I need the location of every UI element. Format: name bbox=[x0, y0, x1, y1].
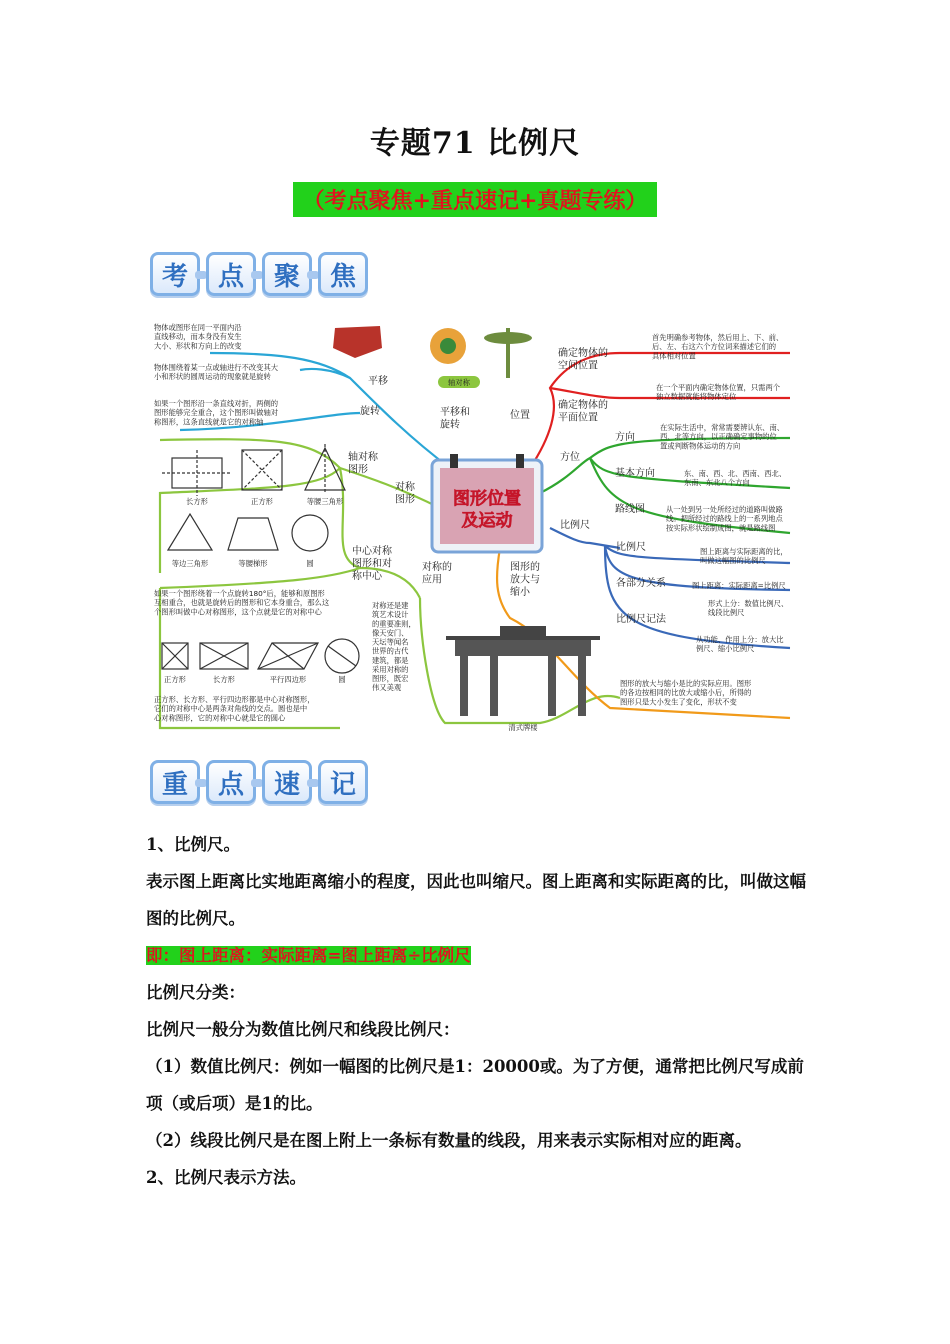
svg-text:平行四边形: 平行四边形 bbox=[269, 675, 307, 684]
heading-tile: 记 bbox=[318, 760, 368, 804]
node-dir: 方向 bbox=[615, 432, 635, 443]
node-basic-direction: 基本方向 bbox=[615, 468, 655, 479]
node-translate: 平移 bbox=[368, 376, 388, 387]
svg-text:图上距离与实际距离的比，叫做这幅图的比例尺: 图上距离与实际距离的比，叫做这幅图的比例尺 bbox=[700, 547, 788, 566]
axis-symmetry-label: 轴对称 bbox=[448, 378, 470, 387]
svg-text:在一个平面内确定物体位置，只需两个独立数据就能将物体定位: 在一个平面内确定物体位置，只需两个独立数据就能将物体定位 bbox=[656, 383, 781, 402]
node-route: 路线图 bbox=[615, 504, 645, 515]
svg-text:正方形、长方形、平行四边形都是中心对称图形，它们的对称中心是: 正方形、长方形、平行四边形都是中心对称图形，它们的对称中心是两条对角线的交点。圆也是中心对称图形，它的对称中心就是它的圆心 bbox=[154, 695, 315, 723]
svg-text:等腰梯形: 等腰梯形 bbox=[238, 559, 268, 568]
node-scale-sub: 比例尺 bbox=[616, 542, 646, 553]
svg-text:形式上分：数值比例尺、线段比例尺: 形式上分：数值比例尺、线段比例尺 bbox=[708, 599, 789, 618]
svg-text:首先明确参考物体，然后用上、下、前、后、左、右这六个方位词来: 首先明确参考物体，然后用上、下、前、后、左、右这六个方位词来描述它们的具体相对位置 bbox=[652, 333, 784, 361]
center-shapes bbox=[162, 639, 359, 673]
node-plane-position: 确定物体的平面位置 bbox=[558, 400, 608, 424]
node-symmetry-application: 对称的应用 bbox=[422, 562, 452, 586]
svg-text:正方形: 正方形 bbox=[251, 497, 273, 506]
svg-text:物体或图形在同一平面内沿直线移动，而本身没有发生大小、形状和: 物体或图形在同一平面内沿直线移动，而本身没有发生大小、形状和方向上的改变 bbox=[154, 323, 242, 351]
heading-tile: 重 bbox=[150, 760, 200, 804]
svg-text:在实际生活中，常常需要辨认东、南、西、北等方向，以正确确定事: 在实际生活中，常常需要辨认东、南、西、北等方向，以正确确定事物的位置或判断物体运动的方向 bbox=[660, 423, 785, 451]
svg-text:圆: 圆 bbox=[338, 675, 346, 684]
page-title: 专题71 比例尺 bbox=[369, 126, 581, 161]
svg-text:长方形: 长方形 bbox=[186, 497, 208, 506]
node-space-position: 确定物体的空间位置 bbox=[558, 348, 608, 372]
node-enlarge: 图形的放大与缩小 bbox=[510, 562, 540, 598]
center-text-2: 及运动 bbox=[461, 511, 513, 531]
svg-text:圆: 圆 bbox=[306, 559, 314, 568]
heading-tile: 点 bbox=[206, 252, 256, 296]
node-axis-symmetry: 轴对称图形 bbox=[348, 452, 378, 476]
node-center-symmetry: 中心对称图形和对称中心 bbox=[352, 546, 392, 582]
axis-shape-labels bbox=[172, 497, 344, 568]
paragraph: 2、比例尺表示方法。 bbox=[146, 1168, 306, 1187]
paragraph: 比例尺分类： bbox=[146, 983, 245, 1002]
svg-text:如果一个图形沿一条直线对折，两侧的图形能够完全重合，这个图形: 如果一个图形沿一条直线对折，两侧的图形能够完全重合，这个图形叫做轴对称图形，这条直线就是它的对称轴 bbox=[154, 399, 279, 427]
mind-map bbox=[150, 318, 802, 738]
paragraph: 表示图上距离比实地距离缩小的程度，因此也叫缩尺。图上距离和实际距离的比，叫做这幅图的比例尺。 bbox=[146, 872, 806, 928]
highlight-formula: 即：图上距离：实际距离=图上距离÷比例尺 bbox=[146, 946, 471, 965]
page-subtitle: （考点聚焦+重点速记+真题专练） bbox=[293, 182, 658, 217]
heading-tile: 考 bbox=[150, 252, 200, 296]
svg-text:物体围绕着某一点或轴进行不改变其大小和形状的圆周运动的现象就: 物体围绕着某一点或轴进行不改变其大小和形状的圆周运动的现象就是旋转 bbox=[154, 363, 279, 382]
svg-text:从一处到另一处所经过的道路叫做路线。把所经过的路线上的一系列: 从一处到另一处所经过的道路叫做路线。把所经过的路线上的一系列地点按实际形状绘制成图，就是路线图 bbox=[666, 505, 783, 533]
archway-label: 清式牌楼 bbox=[508, 723, 538, 732]
svg-text:等腰三角形: 等腰三角形 bbox=[306, 497, 344, 506]
node-scale: 比例尺 bbox=[560, 520, 590, 531]
node-direction: 方位 bbox=[560, 452, 580, 463]
svg-text:对称还是建筑艺术设计的重要准则，像天安门、天坛等闻名世界的古: 对称还是建筑艺术设计的重要准则，像天安门、天坛等闻名世界的古代建筑，都是采用对称的图形，既宏伟又美观 bbox=[372, 601, 416, 693]
node-symmetry: 对称图形 bbox=[395, 482, 415, 506]
paragraph: 比例尺一般分为数值比例尺和线段比例尺： bbox=[146, 1020, 460, 1039]
svg-text:长方形: 长方形 bbox=[213, 675, 235, 684]
paragraph bbox=[146, 937, 811, 974]
decorative-figures bbox=[333, 326, 532, 388]
svg-text:如果一个图形绕着一个点旋转180°后，能够和原图形互相重合，: 如果一个图形绕着一个点旋转180°后，能够和原图形互相重合，也就是旋转后的图形和它本身重合，那么这个图形叫做中心对称图形，这个点就是它的对称中心 bbox=[154, 589, 330, 617]
node-translate-rotate: 平移和旋转 bbox=[440, 407, 470, 431]
heading-tile: 点 bbox=[206, 760, 256, 804]
svg-text:等边三角形: 等边三角形 bbox=[171, 559, 209, 568]
heading-tile: 聚 bbox=[262, 252, 312, 296]
heading-tile: 速 bbox=[262, 760, 312, 804]
svg-text:图上距离：实际距离=比例尺: 图上距离：实际距离=比例尺 bbox=[692, 581, 786, 590]
node-rotate: 旋转 bbox=[360, 406, 380, 417]
node-notation: 比例尺记法 bbox=[616, 614, 666, 625]
node-parts: 各部分关系 bbox=[616, 578, 666, 589]
svg-text:图形的放大与缩小是比的实际应用。图形的各边按相同的比放大或缩: 图形的放大与缩小是比的实际应用。图形的各边按相同的比放大或缩小后，所得的图形只是大小发生了变化，形状不变 bbox=[620, 679, 752, 707]
svg-text:东、南、西、北、西南、西北、东南、东北八个方向: 东、南、西、北、西南、西北、东南、东北八个方向 bbox=[684, 469, 787, 488]
node-position: 位置 bbox=[510, 410, 530, 421]
center-node bbox=[432, 454, 542, 552]
svg-text:正方形: 正方形 bbox=[164, 675, 186, 684]
section-heading-zhongdian bbox=[150, 760, 368, 804]
section-heading-kaodian bbox=[150, 252, 368, 296]
paragraph: （2）线段比例尺是在图上附上一条标有数量的线段，用来表示实际相对应的距离。 bbox=[146, 1131, 752, 1150]
center-shape-labels bbox=[164, 675, 346, 684]
body-text bbox=[146, 826, 811, 1196]
center-text-1: 图形位置 bbox=[453, 489, 521, 509]
paragraph: （1）数值比例尺：例如一幅图的比例尺是1：20000或。为了方便，通常把比例尺写成前项（或后项）是1的比。 bbox=[146, 1057, 804, 1113]
paragraph: 1、比例尺。 bbox=[146, 835, 240, 854]
svg-text:从功能、作用上分：放大比例尺、缩小比例尺: 从功能、作用上分：放大比例尺、缩小比例尺 bbox=[696, 635, 784, 654]
subtitle-wrap bbox=[0, 182, 950, 217]
heading-tile: 焦 bbox=[318, 252, 368, 296]
